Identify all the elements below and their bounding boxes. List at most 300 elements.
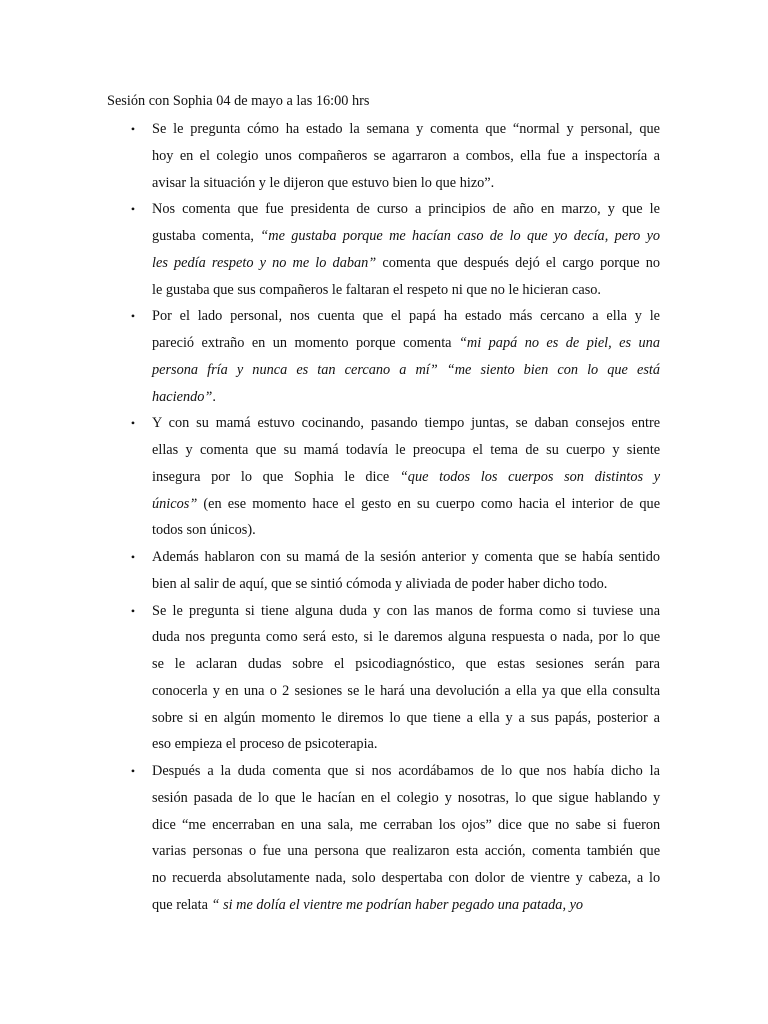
body-text: que <box>262 468 284 485</box>
body-text: en <box>179 147 194 164</box>
text-line <box>152 464 660 491</box>
body-text: ella <box>478 709 500 726</box>
body-text: cuerpo <box>566 442 606 458</box>
body-text: de <box>510 870 525 886</box>
quote-text: me <box>389 228 406 244</box>
body-text: fue <box>265 201 284 218</box>
body-text: respuesta <box>491 629 545 646</box>
body-text: que <box>621 201 643 218</box>
body-text: acción, <box>484 843 526 860</box>
body-text: Además <box>152 549 199 565</box>
body-text: o <box>249 843 257 860</box>
body-text: lo <box>622 629 635 646</box>
list-item <box>0 410 768 544</box>
quote-text: piel, <box>586 335 612 351</box>
body-text: fue <box>262 843 281 860</box>
body-text: que <box>532 789 553 806</box>
body-text: en <box>540 201 555 218</box>
body-text: sus <box>530 709 550 726</box>
quote-text: de <box>565 335 580 351</box>
body-text: mamá <box>304 549 340 565</box>
body-text: el <box>179 308 190 325</box>
body-text: en <box>361 789 375 806</box>
body-text: y <box>471 549 479 565</box>
session-title: Sesión con Sophia 04 de mayo a las 16:00 hrs <box>107 93 370 109</box>
body-text: duda <box>237 763 266 779</box>
body-text: sentido <box>618 549 661 565</box>
body-text: encerraban <box>212 816 275 833</box>
quote-text: es <box>619 335 632 351</box>
body-text: si <box>188 709 199 726</box>
body-text: Y <box>152 415 162 432</box>
quote-text: “ si me dolía el vientre me podrían haber pegado una patada, yo <box>211 896 584 913</box>
body-text: le <box>321 709 332 726</box>
body-text: gesto <box>361 495 392 512</box>
body-text: comenta <box>532 843 581 860</box>
body-text: comenta <box>199 442 249 458</box>
body-text: despertaba <box>381 870 443 886</box>
body-text: le <box>301 789 312 806</box>
body-text: la <box>649 763 660 779</box>
bullet-marker: • <box>130 122 136 136</box>
body-text: insegura <box>152 468 201 485</box>
body-text: le <box>649 201 660 218</box>
body-text: si <box>576 602 587 619</box>
body-text: esta <box>456 843 479 860</box>
body-text: personal, <box>230 308 283 325</box>
body-text: y <box>185 442 193 458</box>
body-text: absolutamente <box>227 870 310 886</box>
body-text: el <box>199 147 210 164</box>
body-text: con <box>448 870 470 886</box>
body-text: inspectoría <box>584 147 648 164</box>
text-line <box>152 143 660 170</box>
body-text: su <box>546 442 559 458</box>
body-text: momento <box>261 709 316 726</box>
body-text: le <box>364 682 375 699</box>
body-text: en <box>397 495 411 512</box>
body-text: a <box>518 709 525 726</box>
body-text: fue <box>547 147 566 164</box>
body-text: tuviese <box>592 602 634 619</box>
text-line <box>152 277 660 304</box>
quote-text: “que <box>399 468 429 485</box>
body-text: cercano <box>540 308 585 325</box>
text-line <box>152 865 660 892</box>
body-text: Después <box>152 763 201 779</box>
body-text: bien al salir de aquí, que se sintió cómoda y aliviada de poder haber dicho todo. <box>152 575 608 592</box>
body-text: extraño <box>201 335 245 351</box>
body-text: pasada <box>193 789 233 806</box>
body-text: que <box>639 843 661 860</box>
body-text: hacia <box>518 495 549 512</box>
body-text: la <box>220 763 231 779</box>
body-text: una <box>287 843 308 860</box>
body-text: lado <box>197 308 223 325</box>
body-text: comenta <box>430 121 479 137</box>
body-text: a <box>636 870 644 886</box>
body-text: sobre <box>292 656 324 672</box>
body-text: que <box>436 254 458 271</box>
body-text: aclaran <box>195 656 238 672</box>
body-text: nos <box>546 763 567 779</box>
body-text: de <box>480 763 495 779</box>
body-text: colegio <box>396 789 439 806</box>
body-text: dicho <box>611 763 643 779</box>
body-text: sesiones <box>535 656 584 672</box>
body-text: una <box>300 816 322 833</box>
quote-text: daban” <box>332 254 377 271</box>
text-line <box>152 624 660 651</box>
body-text: papá <box>409 308 437 325</box>
text-line <box>152 758 660 785</box>
body-text: de <box>356 201 370 218</box>
body-text: ojos” <box>461 816 492 833</box>
quote-text: a <box>399 361 407 378</box>
body-text: no <box>554 816 570 833</box>
body-text: se <box>515 415 528 432</box>
list-item <box>0 544 768 598</box>
body-text: ella <box>516 682 537 699</box>
quote-text: son <box>564 468 584 485</box>
body-text: le <box>649 308 661 325</box>
body-text: en <box>225 682 239 699</box>
bullet-marker: • <box>130 764 136 778</box>
quote-text: hacían <box>412 228 451 244</box>
body-text: estas <box>497 656 526 672</box>
body-text: cerraban <box>383 816 433 833</box>
body-text: entre <box>631 415 661 432</box>
body-text: que <box>465 656 487 672</box>
body-text: persona <box>314 843 359 860</box>
body-text: Se <box>152 121 167 137</box>
body-text: en <box>280 816 295 833</box>
body-text: dolor <box>474 870 506 886</box>
body-text: esto, <box>331 629 359 646</box>
bullet-marker: • <box>130 416 136 431</box>
body-text: la <box>364 549 375 565</box>
body-text: todavía <box>345 442 388 458</box>
text-line <box>152 571 660 598</box>
bullet-marker: • <box>130 603 136 618</box>
text-line <box>152 303 660 330</box>
body-text: mamá <box>215 415 251 432</box>
body-text: después <box>463 254 509 271</box>
quote-text: respeto <box>211 254 254 271</box>
body-text: más <box>509 308 533 325</box>
body-text: con <box>386 602 408 619</box>
body-text: un <box>272 335 288 351</box>
body-text: o <box>269 682 277 699</box>
list-item <box>0 758 768 919</box>
body-text: Se <box>152 602 167 619</box>
quote-text: siento <box>480 361 515 378</box>
body-text: como <box>265 629 298 646</box>
bullet-marker: • <box>130 550 136 564</box>
body-text: cocinando, <box>301 415 364 432</box>
body-text: el <box>334 656 345 672</box>
body-text: cabeza, <box>588 870 632 886</box>
body-text: (en <box>203 495 222 512</box>
body-text: que <box>327 763 349 779</box>
text-line <box>152 170 660 197</box>
body-text: anterior <box>421 549 466 565</box>
body-text: había <box>573 763 605 779</box>
body-text: de <box>525 442 539 458</box>
text-line <box>152 410 660 437</box>
quote-text: y <box>236 361 244 378</box>
body-text: dice <box>152 816 176 833</box>
body-text: porque <box>355 335 396 351</box>
text-line <box>152 812 660 839</box>
body-text: forma <box>498 602 533 619</box>
body-text: por <box>598 629 618 646</box>
body-text: de <box>238 789 252 806</box>
body-text: su <box>283 442 297 458</box>
list-item <box>0 196 768 303</box>
body-text: pasando <box>370 415 418 432</box>
text-line <box>152 892 660 919</box>
body-text: momento <box>294 335 349 351</box>
body-text: cuerpo <box>435 495 475 512</box>
quote-text: nunca <box>252 361 288 378</box>
body-text: dice <box>498 816 522 833</box>
body-text: con <box>168 415 190 432</box>
body-text: colegio <box>216 147 259 164</box>
quote-text: decía, <box>573 228 609 244</box>
body-text: pareció <box>152 335 195 351</box>
body-text: manos <box>435 602 473 619</box>
quote-text: yo <box>553 228 568 244</box>
body-text: personas <box>192 843 243 860</box>
body-text: estuvo <box>257 415 295 432</box>
quote-text: “me <box>260 228 285 244</box>
text-line <box>152 598 660 625</box>
body-text: a <box>466 709 474 726</box>
quote-text: haciendo” <box>152 388 213 405</box>
body-text: siente <box>626 442 661 458</box>
body-text: si <box>355 763 365 779</box>
body-text: de <box>479 602 493 619</box>
text-line <box>152 651 660 678</box>
quote-text: pero <box>614 228 641 244</box>
body-text: ella <box>606 308 628 325</box>
body-text: y <box>634 308 642 325</box>
quote-text: tan <box>317 361 336 378</box>
body-text: comenta <box>272 763 321 779</box>
body-text: y <box>612 442 620 458</box>
quote-text: que <box>607 361 628 378</box>
body-text: de <box>345 549 359 565</box>
text-line <box>152 838 660 865</box>
quote-text: pedía <box>174 254 206 271</box>
body-text: conocerla <box>152 682 208 699</box>
body-text: será <box>303 629 327 646</box>
body-text: ha <box>443 308 458 325</box>
body-text: comenta, <box>201 228 254 244</box>
body-text: duda <box>339 602 368 619</box>
body-text: le <box>395 442 406 458</box>
body-text: combos, <box>465 147 514 164</box>
body-text: en <box>204 709 218 726</box>
body-text: hablaron <box>204 549 255 565</box>
body-text: lo <box>500 763 513 779</box>
text-line <box>152 116 660 143</box>
body-text: que <box>639 629 661 646</box>
body-text: duda <box>152 629 180 646</box>
quote-text: lo <box>315 254 327 271</box>
body-text: estado <box>306 121 343 137</box>
body-text: preocupa <box>412 442 466 458</box>
quote-text: está <box>636 361 660 378</box>
body-text: una <box>409 682 431 699</box>
body-text: ese <box>227 495 247 512</box>
body-text: no <box>645 254 661 271</box>
body-text: a <box>592 308 599 325</box>
quote-text: yo <box>646 228 661 244</box>
body-text: dejó <box>515 254 540 271</box>
body-text: nada, <box>562 629 594 646</box>
body-text: si <box>607 816 617 833</box>
body-text: nos <box>289 308 310 325</box>
body-text: me <box>359 816 378 833</box>
body-text: porque <box>599 254 640 271</box>
body-text: hace <box>312 495 339 512</box>
body-text: compañeros <box>298 147 368 164</box>
body-text: sigue <box>558 789 589 806</box>
body-text: mamá <box>303 442 339 458</box>
body-text: ella <box>586 682 608 699</box>
body-text: unos <box>264 147 292 164</box>
quote-text: con <box>557 361 578 378</box>
body-text: sabe <box>575 816 601 833</box>
quote-text: no <box>272 254 287 271</box>
body-text: fueron <box>622 816 661 833</box>
body-text: lo <box>514 789 527 806</box>
quote-text: y <box>259 254 266 271</box>
quote-text: únicos” <box>152 495 198 512</box>
body-text: comenta <box>484 549 533 565</box>
body-text: lo <box>389 709 401 726</box>
body-text: se <box>152 656 164 672</box>
body-text: todos son únicos). <box>152 522 256 539</box>
quote-text: los <box>480 468 498 485</box>
body-text: consejos <box>575 415 625 432</box>
body-text: como <box>480 495 513 512</box>
body-text: por <box>211 468 231 485</box>
text-line <box>152 544 660 571</box>
body-text: agarraron <box>391 147 447 164</box>
quote-text: me <box>292 254 310 271</box>
body-text: había <box>582 549 614 565</box>
body-text: le <box>378 629 389 646</box>
body-text: se <box>564 549 577 565</box>
body-text: que <box>406 709 428 726</box>
body-text: sesiones <box>294 682 343 699</box>
text-line <box>152 491 660 518</box>
body-text: comenta <box>182 201 231 218</box>
body-text: papás, <box>554 709 592 726</box>
body-text: que <box>528 816 549 833</box>
body-text: recuerda <box>172 870 222 886</box>
body-text: posterior <box>596 709 648 726</box>
body-text: alguna <box>447 629 487 646</box>
body-text: ya <box>541 682 556 699</box>
quote-text: les <box>152 254 168 271</box>
quote-text: porque <box>342 228 383 244</box>
body-text: como <box>539 602 571 619</box>
body-text: y <box>607 201 615 218</box>
body-text: le gustaba que sus compañeros le faltaran el respeto ni que no le hicieran caso. <box>152 281 601 298</box>
quote-text: gustaba <box>291 228 337 244</box>
text-line <box>152 384 660 411</box>
body-text: de <box>619 495 634 512</box>
quote-text: es <box>296 361 309 378</box>
body-text: para <box>635 656 661 672</box>
text-line <box>152 705 660 732</box>
body-text: pregunta <box>210 629 261 646</box>
body-text: que <box>560 682 582 699</box>
text-line <box>152 357 660 384</box>
body-text: su <box>286 549 300 565</box>
body-text: avisar la situación y le dijeron que estuvo bien lo que hizo”. <box>152 174 495 191</box>
body-text: Nos <box>152 201 176 218</box>
body-text: ha <box>285 121 300 137</box>
quote-text: de <box>489 228 504 244</box>
body-text: realizaron <box>392 843 450 860</box>
body-text: no <box>152 870 167 886</box>
body-text: Sophia <box>293 468 334 485</box>
body-text: se <box>347 682 360 699</box>
body-text: su <box>417 495 430 512</box>
body-text: de <box>492 201 507 218</box>
body-text: el <box>390 308 402 325</box>
body-text: daban <box>534 415 569 432</box>
body-text: lo <box>648 870 661 886</box>
quote-text: papá <box>488 335 518 351</box>
body-text: varias <box>152 843 187 860</box>
body-text: eso empieza el proceso de psicoterapia. <box>152 736 378 753</box>
quote-text: caso <box>457 228 484 244</box>
body-text: su <box>196 415 209 432</box>
body-text: los <box>438 816 456 833</box>
body-text: interior <box>571 495 614 512</box>
body-text: ellas <box>152 442 179 458</box>
body-text: a <box>414 201 422 218</box>
body-text: tema <box>490 442 519 458</box>
text-line <box>152 517 660 544</box>
body-text: nos <box>371 763 392 779</box>
quote-text: mí” <box>415 361 438 378</box>
body-text: en <box>251 335 266 351</box>
body-text: le <box>173 121 184 137</box>
quote-text: que <box>527 228 548 244</box>
body-text: y <box>505 709 513 726</box>
body-text: cómo <box>247 121 279 137</box>
body-text: y <box>416 121 424 137</box>
body-text: a <box>653 147 660 164</box>
text-line <box>152 223 660 250</box>
body-text: solo <box>351 870 376 886</box>
body-text: y <box>444 789 452 806</box>
quote-text: todos <box>439 468 471 485</box>
body-text: lo <box>240 468 252 485</box>
body-text: el <box>555 495 566 512</box>
body-text: tiene <box>260 602 289 619</box>
body-text: que <box>538 549 560 565</box>
body-text: el <box>380 789 391 806</box>
body-text: tiene <box>432 709 461 726</box>
